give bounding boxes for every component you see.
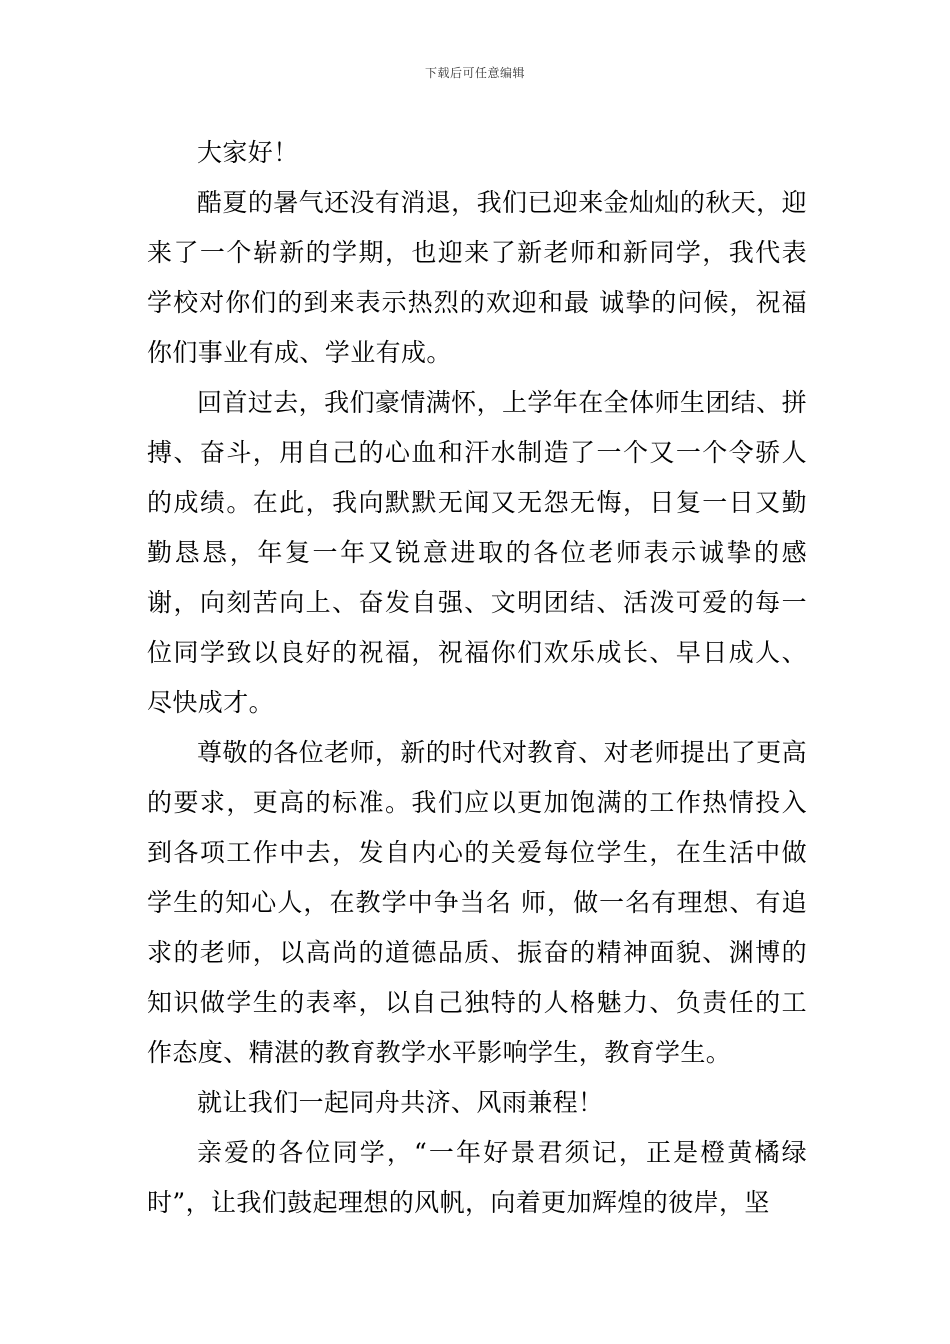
paragraph-teachers: 尊敬的各位老师，新的时代对教育、对老师提出了更高的要求，更高的标准。我们应以更加饱满的工作热情投入到各项工作中去，发自内心的关爱每位学生，在生活中做学生的知心人，在教学中争当名 师，做一名有理想、有追求的老师，以高尚的道德品质、振奋的精神面貌、渊博的知识做学生的表率，以自己独特的人格魅力、负责任的工作态度、精湛的教育教学水平影响学生，教育学生。 <box>147 738 807 1067</box>
paragraph-students: 亲爱的各位同学，“一年好景君须记，正是橙黄橘绿时”，让我们鼓起理想的风帆，向着更加辉煌的彼岸，坚 <box>147 1138 807 1217</box>
paragraph-together: 就让我们一起同舟共济、风雨兼程！ <box>197 1088 604 1117</box>
document-body <box>147 128 807 1228</box>
paragraph-greeting: 大家好！ <box>197 138 299 167</box>
paragraph-welcome: 酷夏的暑气还没有消退，我们已迎来金灿灿的秋天，迎来了一个崭新的学期，也迎来了新老师和新同学，我代表学校对你们的到来表示热烈的欢迎和最 诚挚的问候，祝福你们事业有成、学业有成。 <box>147 188 807 367</box>
paragraph-review: 回首过去，我们豪情满怀，上学年在全体师生团结、拼搏、奋斗，用自己的心血和汗水制造了一个又一个令骄人的成绩。在此，我向默默无闻又无怨无悔，日复一日又勤勤恳恳，年复一年又锐意进取的各位老师表示诚挚的感谢，向刻苦向上、奋发自强、文明团结、活泼可爱的每一位同学致以良好的祝福，祝福你们欢乐成长、早日成人、尽快成才。 <box>147 388 807 717</box>
page-header: 下载后可任意编辑 <box>424 66 525 80</box>
